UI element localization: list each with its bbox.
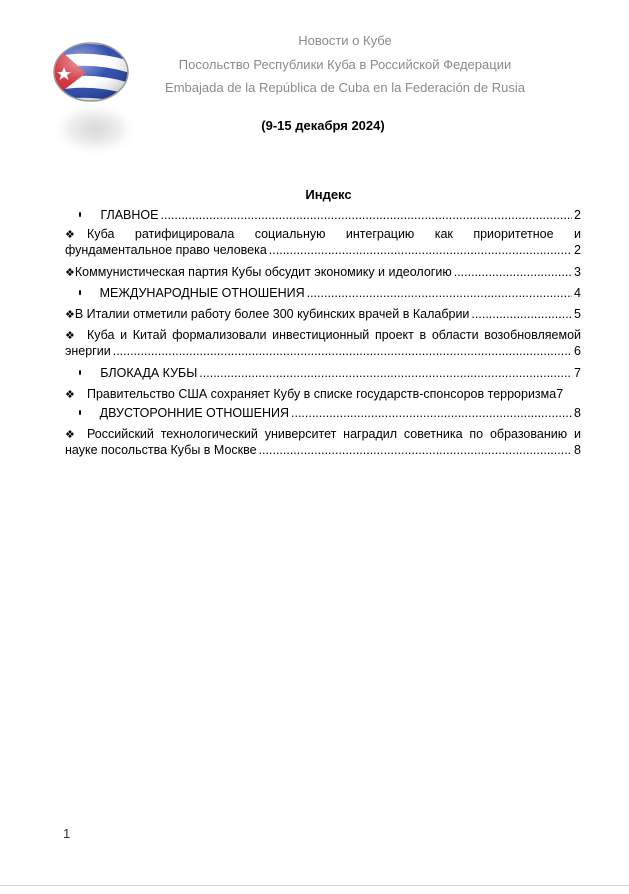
toc-entry-line1: ❖ Куба ратифицировала социальную интеграцию как приоритетное и <box>65 227 581 241</box>
toc-entry-text: В Италии отметили работу более 300 кубинских врачей в Калабрии <box>74 307 470 321</box>
diamond-bullet-icon: ❖ <box>65 389 75 401</box>
bullet-dot-icon <box>79 370 81 375</box>
diamond-bullet-icon: ❖ <box>65 267 75 279</box>
header-title: Новости о Кубе <box>298 33 392 48</box>
toc-entry-main[interactable] <box>65 208 581 227</box>
toc-page-number: 3 <box>574 265 581 279</box>
toc-entry-line2: науке посольства Кубы в Москве <box>65 443 257 457</box>
header-embassy-es: Embajada de la República de Cuba en la Federación de Rusia <box>165 80 525 95</box>
dot-leader <box>199 366 572 381</box>
toc-page-number: 2 <box>574 243 581 257</box>
toc-entry-cuba-china[interactable] <box>65 327 581 364</box>
table-of-contents <box>65 208 581 463</box>
date-range: (9-15 декабря 2024) <box>261 118 385 133</box>
toc-entry-communist-party[interactable] <box>65 263 581 286</box>
bullet-dot-icon <box>79 290 81 295</box>
toc-page-number: 8 <box>574 406 581 420</box>
toc-entry-line1: ❖ Российский технологический университет наградил советника по образованию и <box>65 427 581 441</box>
dot-leader <box>113 344 572 359</box>
toc-entry-bilateral[interactable] <box>65 406 581 425</box>
toc-page-number: 2 <box>574 208 581 222</box>
dot-leader <box>161 208 573 223</box>
toc-page-number: 6 <box>574 344 581 358</box>
bullet-dot-icon <box>79 212 81 217</box>
diamond-bullet-icon: ❖ <box>65 429 75 441</box>
logo-svg <box>52 41 130 103</box>
toc-entry-text: МЕЖДУНАРОДНЫЕ ОТНОШЕНИЯ <box>99 286 305 300</box>
cuban-flag-sphere-icon <box>52 41 130 103</box>
diamond-bullet-icon: ❖ <box>65 330 75 342</box>
dot-leader <box>291 406 572 421</box>
page-bottom-divider <box>0 885 629 886</box>
toc-entry-line2: фундаментальное право человека <box>65 243 267 257</box>
dot-leader <box>307 286 572 301</box>
toc-page-number: 7 <box>556 387 564 401</box>
toc-entry-text: ДВУСТОРОННИЕ ОТНОШЕНИЯ <box>99 406 289 420</box>
toc-page-number: 8 <box>574 443 581 457</box>
dot-leader <box>269 243 572 258</box>
diamond-bullet-icon: ❖ <box>65 229 75 241</box>
toc-entry-text: ГЛАВНОЕ <box>100 208 159 222</box>
toc-entry-text: Коммунистическая партия Кубы обсудит экономику и идеологию <box>74 265 452 279</box>
toc-entry-us-terror-list[interactable] <box>65 385 581 406</box>
toc-entry-line2: энергии <box>65 344 111 358</box>
bullet-dot-icon <box>79 410 81 415</box>
diamond-bullet-icon: ❖ <box>65 309 75 321</box>
toc-entry-text: Правительство США сохраняет Кубу в списке государств-спонсоров терроризма <box>87 387 557 401</box>
toc-entry-line1: ❖ Куба и Китай формализовали инвестиционный проект в области возобновляемой <box>65 328 581 342</box>
index-title: Индекс <box>305 187 352 202</box>
toc-entry-social-integration[interactable] <box>65 227 581 263</box>
dot-leader <box>471 307 572 322</box>
toc-entry-russian-university[interactable] <box>65 425 581 463</box>
logo-shadow <box>60 108 130 150</box>
toc-page-number: 5 <box>574 307 581 321</box>
dot-leader <box>259 443 572 458</box>
page-number: 1 <box>63 826 71 841</box>
toc-page-number: 7 <box>574 366 581 380</box>
toc-entry-blockade[interactable] <box>65 364 581 385</box>
header-embassy-ru: Посольство Республики Куба в Российской Федерации <box>178 57 512 72</box>
dot-leader <box>454 265 572 280</box>
toc-entry-international[interactable] <box>65 286 581 305</box>
toc-page-number: 4 <box>574 286 581 300</box>
toc-entry-text: БЛОКАДА КУБЫ <box>100 366 198 380</box>
toc-entry-italy-doctors[interactable] <box>65 305 581 327</box>
